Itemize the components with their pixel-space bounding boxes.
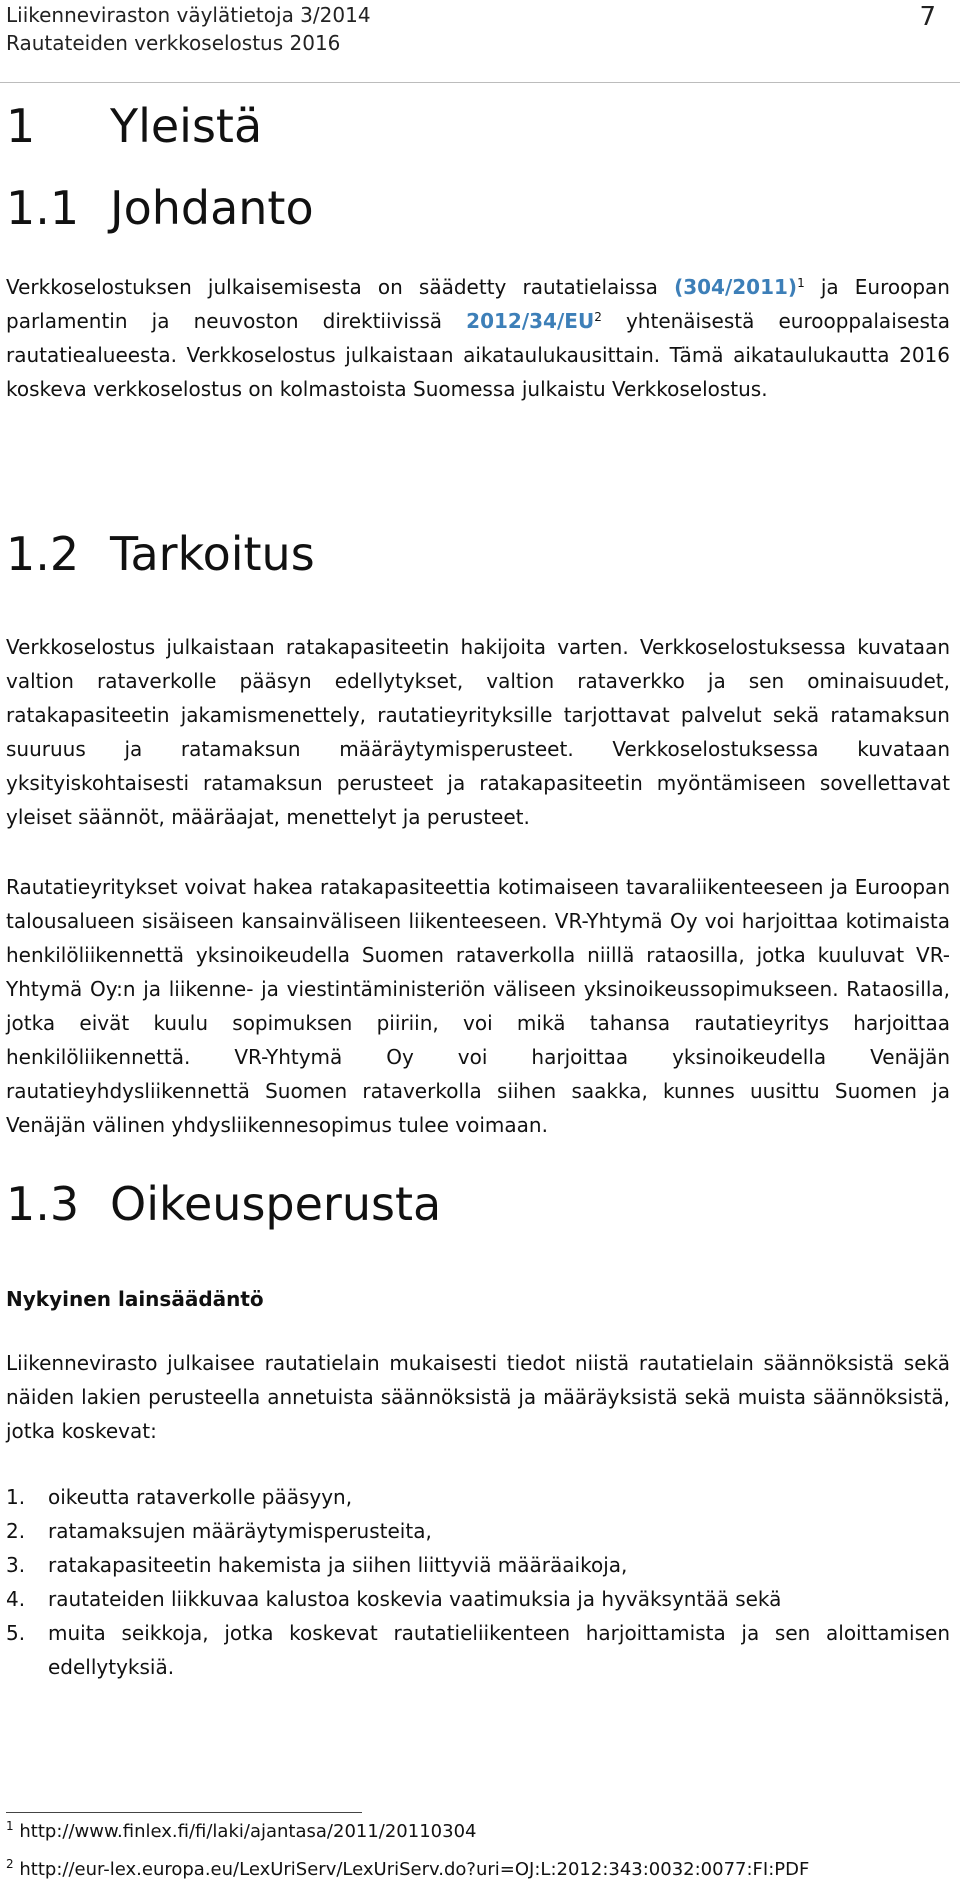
footnote-url-link[interactable]: http://www.finlex.fi/fi/laki/ajantasa/2011/20110304 (19, 1821, 477, 1842)
section-title: Oikeusperusta (110, 1177, 442, 1231)
paragraph-text: ja Euroopan parlamentin ja neuvoston direktiivissä (6, 275, 950, 333)
list-item (6, 1480, 950, 1514)
list-number: 4. (6, 1587, 26, 1611)
running-header-publication: Liikenneviraston väylätietoja 3/2014 (6, 3, 371, 27)
footnote-divider (6, 1812, 362, 1813)
paragraph-johdanto (6, 270, 950, 406)
section-number: 1 (6, 99, 36, 153)
list-number: 2. (6, 1519, 26, 1543)
paragraph-text: Verkkoselostuksen julkaisemisesta on säädetty rautatielaissa (6, 275, 675, 299)
paragraph-text: yhtenäisestä eurooppalaisesta rautatiealueesta. Verkkoselostus julkaistaan aikataulukausittain. Tämä aikataulukautta 2016 koskeva verkkoselostus on kolmastoista Suomessa julkaistu Verkkoselostus. (6, 309, 950, 401)
list-text: muita seikkoja, jotka koskevat rautatieliikenteen harjoittamista ja sen aloittamisen edellytyksiä. (48, 1621, 950, 1679)
list-number: 3. (6, 1553, 26, 1577)
law-reference-link[interactable]: (304/2011) (674, 275, 798, 299)
section-number: 1.3 (6, 1177, 80, 1231)
subheading-current-legislation: Nykyinen lainsäädäntö (6, 1287, 264, 1311)
section-1-2-heading (6, 526, 315, 582)
footnote-number: 2 (6, 1857, 14, 1871)
footnote-url-link[interactable]: http://eur-lex.europa.eu/LexUriServ/LexUriServ.do?uri=OJ:L:2012:343:0032:0077:FI:PDF (19, 1859, 810, 1880)
list-text: oikeutta rataverkolle pääsyyn, (48, 1485, 353, 1509)
footnote-ref[interactable]: 2 (594, 310, 602, 324)
footnote-number: 1 (6, 1819, 14, 1833)
list-item (6, 1582, 950, 1616)
section-1-heading (6, 98, 262, 154)
list-number: 1. (6, 1485, 26, 1509)
section-1-1-heading (6, 180, 314, 236)
list-number: 5. (6, 1621, 26, 1645)
paragraph-tarkoitus-1: Verkkoselostus julkaistaan ratakapasiteetin hakijoita varten. Verkkoselostuksessa kuvataan valtion rataverkolle pääsyn edellytykset, valtion rataverkko ja sen ominaisuudet, ratakapasiteetin jakamismenettely, rautatieyrityksille tarjottavat palvelut sekä ratamaksun suuruus ja ratamaksun määräytymisperusteet. Verkkoselostuksessa kuvataan yksityiskohtaisesti ratamaksun perusteet ja ratakapasiteetin myöntämiseen sovellettavat yleiset säännöt, määräajat, menettelyt ja perusteet. (6, 635, 950, 829)
footnote-ref[interactable]: 1 (797, 276, 805, 290)
list-item (6, 1514, 950, 1548)
page-number: 7 (919, 2, 936, 32)
section-title: Tarkoitus (110, 527, 315, 581)
list-item (6, 1548, 950, 1582)
section-title: Johdanto (110, 181, 314, 235)
section-number: 1.1 (6, 181, 80, 235)
paragraph-tarkoitus-2: Rautatieyritykset voivat hakea ratakapasiteettia kotimaiseen tavaraliikenteeseen ja Euroopan talousalueen sisäiseen kansainväliseen liikenteeseen. VR-Yhtymä Oy voi harjoittaa kotimaista henkilöliikennettä yksinoikeudella Suomen rataverkolla niillä rataosilla, jotka kuuluvat VR-Yhtymä Oy:n ja liikenne- ja viestintäministeriön väliseen yksinoikeussopimukseen. Rataosilla, jotka eivät kuulu sopimuksen piiriin, voi mikä tahansa rautatieyritys harjoittaa henkilöliikennettä. VR-Yhtymä Oy voi harjoittaa yksinoikeudella Venäjän rautatieyhdysliikennettä Suomen rataverkolla siihen saakka, kunnes uusittu Suomen ja Venäjän välinen yhdysliikennesopimus tulee voimaan. (6, 875, 950, 1137)
header-divider (0, 82, 960, 83)
section-number: 1.2 (6, 527, 80, 581)
footnote-1 (6, 1820, 476, 1844)
section-1-3-heading (6, 1176, 441, 1232)
paragraph-oikeusperusta: Liikennevirasto julkaisee rautatielain mukaisesti tiedot niistä rautatielain säännöksistä sekä näiden lakien perusteella annetuista säännöksistä ja määräyksistä sekä muista säännöksistä, jotka koskevat: (6, 1351, 950, 1443)
list-text: rautateiden liikkuvaa kalustoa koskevia vaatimuksia ja hyväksyntää sekä (48, 1587, 782, 1611)
list-item (6, 1616, 950, 1684)
section-title: Yleistä (110, 99, 263, 153)
directive-reference-link[interactable]: 2012/34/EU (466, 309, 595, 333)
footnote-2 (6, 1858, 809, 1882)
list-text: ratakapasiteetin hakemista ja siihen liittyviä määräaikoja, (48, 1553, 628, 1577)
running-header-title: Rautateiden verkkoselostus 2016 (6, 31, 341, 55)
list-text: ratamaksujen määräytymisperusteita, (48, 1519, 432, 1543)
